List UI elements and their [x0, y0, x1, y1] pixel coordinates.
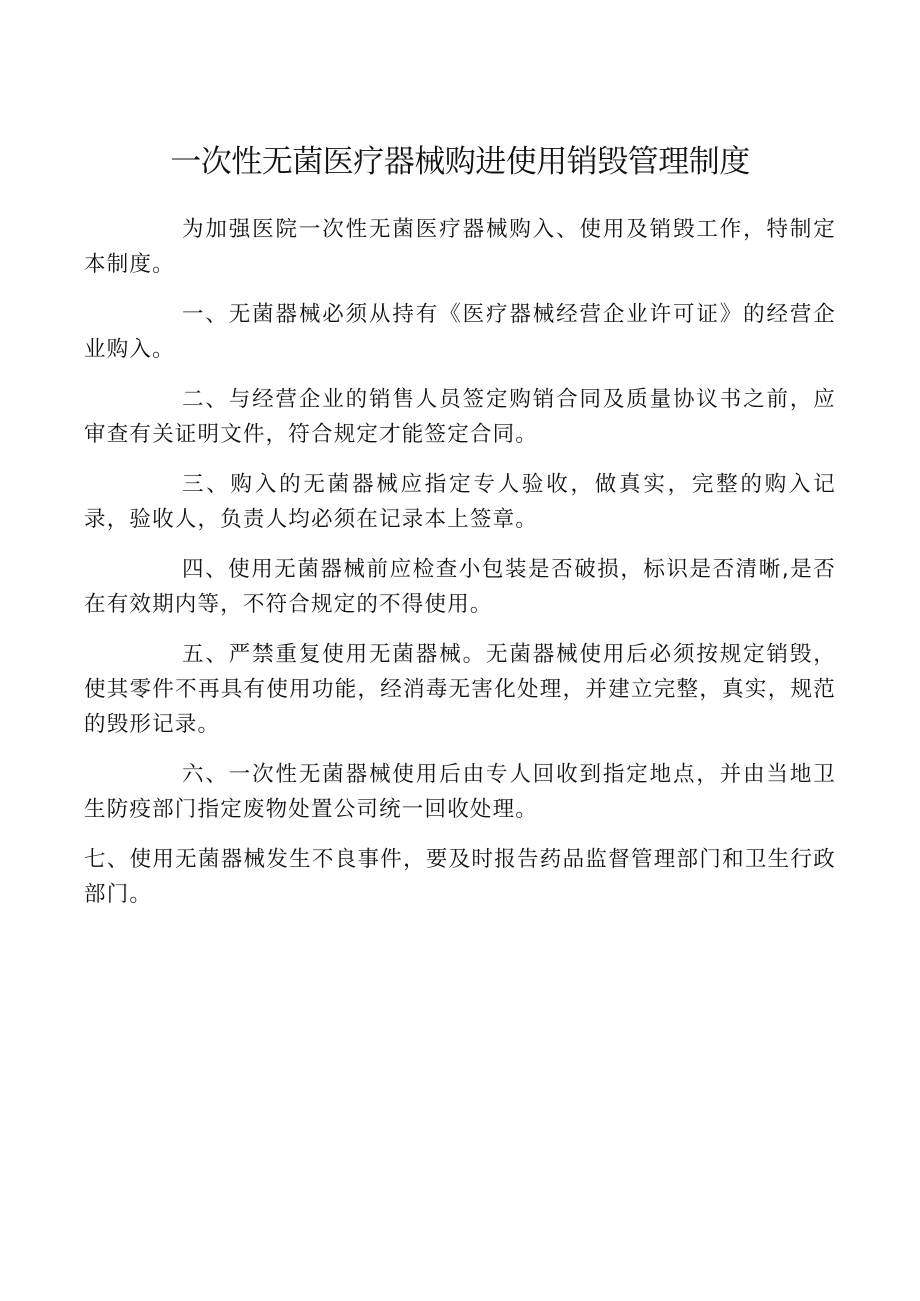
document-body — [84, 212, 836, 927]
paragraph-item-5: 五、严禁重复使用无菌器械。无菌器械使用后必须按规定销毁，使其零件不再具有使用功能，经消毒无害化处理，并建立完整，真实，规范的毁形记录。 — [84, 642, 836, 737]
paragraph-item-1: 一、无菌器械必须从持有《医疗器械经营企业许可证》的经营企业购入。 — [84, 302, 836, 362]
paragraph-item-2: 二、与经营企业的销售人员签定购销合同及质量协议书之前，应审查有关证明文件，符合规定才能签定合同。 — [84, 387, 836, 447]
paragraph-item-3: 三、购入的无菌器械应指定专人验收，做真实，完整的购入记录，验收人，负责人均必须在记录本上签章。 — [84, 472, 836, 532]
paragraph-item-6: 六、一次性无菌器械使用后由专人回收到指定地点，并由当地卫生防疫部门指定废物处置公司统一回收处理。 — [84, 762, 836, 822]
paragraph-intro: 为加强医院一次性无菌医疗器械购入、使用及销毁工作，特制定本制度。 — [84, 217, 836, 277]
paragraph-item-7: 七、使用无菌器械发生不良事件，要及时报告药品监督管理部门和卫生行政部门。 — [84, 847, 836, 907]
paragraph-item-4: 四、使用无菌器械前应检查小包装是否破损，标识是否清晰,是否在有效期内等，不符合规定的不得使用。 — [84, 557, 836, 617]
document-title: 一次性无菌医疗器械购进使用销毁管理制度 — [170, 144, 750, 180]
